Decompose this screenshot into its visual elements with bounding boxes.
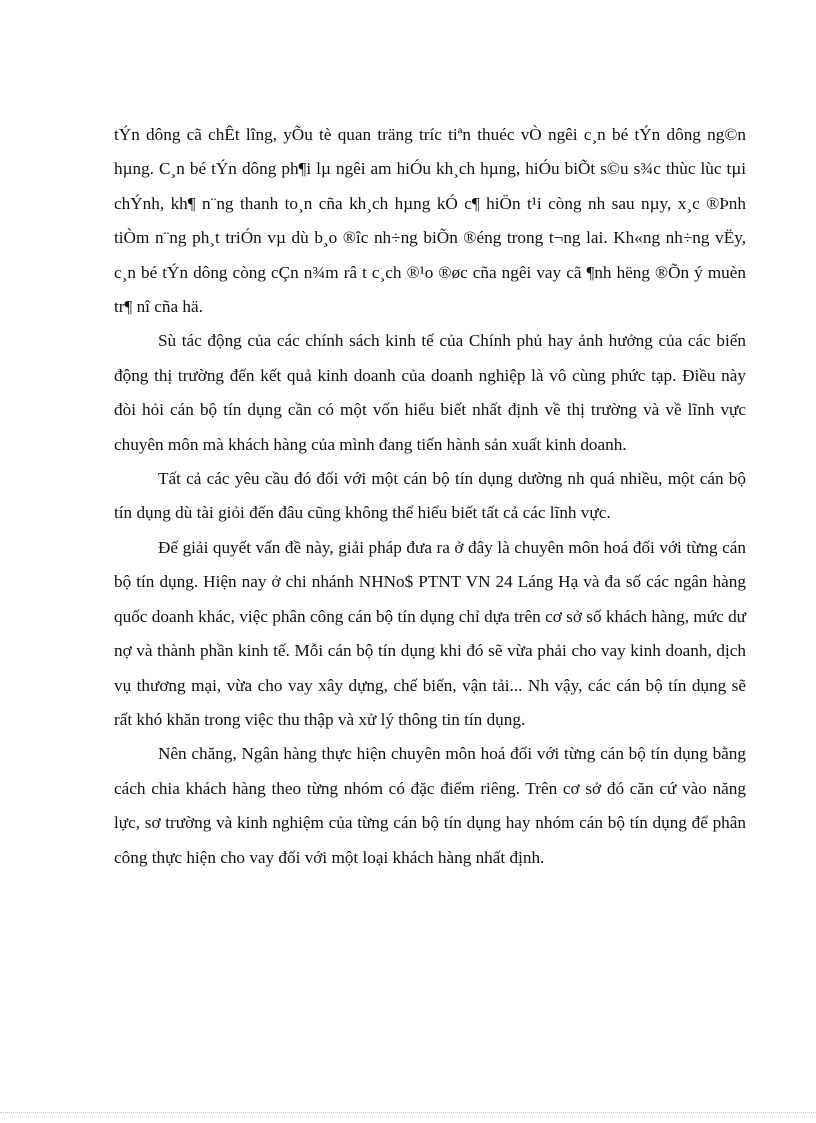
paragraph-5: Nên chăng, Ngân hàng thực hiện chuyên môn hoá đối với từng cán bộ tín dụng bằng cách chia khách hàng theo từng nhóm có đặc điểm riêng. Trên cơ sở đó căn cứ vào năng lực, sơ trường và kinh nghiệm của từng cán bộ tín dụng hay nhóm cán bộ tín dụng để phân công thực hiện cho vay đối với một loại khách hàng nhất định.	[114, 744, 746, 867]
page-bottom-divider	[0, 1112, 816, 1113]
body-text	[114, 118, 746, 875]
paragraph-4: Để giải quyết vấn đề này, giải pháp đưa ra ở đây là chuyên môn hoá đối với từng cán bộ tín dụng. Hiện nay ở chi nhánh NHNo$ PTNT VN 24 Láng Hạ và đa số các ngân hàng quốc doanh khác, việc phân công cán bộ tín dụng chỉ dựa trên cơ sở số khách hàng, mức dư nợ và thành phần kinh tế. Mỗi cán bộ tín dụng khi đó sẽ vừa phải cho vay kinh doanh, dịch vụ thương mại, vừa cho vay xây dựng, chế biến, vận tải... Nh vậy, các cán bộ tín dụng sẽ rất khó khăn trong việc thu thập và xử lý thông tin tín dụng.	[114, 537, 746, 729]
paragraph-1: tÝn dông cã chÊt lîng, yÕu tè quan träng tríc tiªn thuéc vÒ ngêi c¸n bé tÝn dông ng©n hµng. C¸n bé tÝn dông ph¶i lµ ngêi am hiÓu kh¸ch hµng, hiÓu biÕt s©u s¾c thùc lùc tµi chÝnh, kh¶ n¨ng thanh to¸n cña kh¸ch hµng kÓ c¶ hiÖn t¹i còng nh sau nµy, x¸c ®Þnh tiÒm n¨ng ph¸t triÓn vµ dù b¸o ®îc nh÷ng biÕn ®éng trong t¬ng lai. Kh«ng nh÷ng vËy, c¸n bé tÝn dông còng cÇn n¾m râ t c¸ch ®¹o ®øc cña ngêi vay cã ¶nh hëng ®Õn ý muèn tr¶ nî cña hä.	[114, 125, 746, 317]
paragraph-3: Tất cả các yêu cầu đó đối với một cán bộ tín dụng dường nh quá nhiều, một cán bộ tín dụng dù tài giỏi đến đâu cũng không thể hiểu biết tất cả các lĩnh vực.	[114, 469, 746, 523]
paragraph-2: Sù tác động của các chính sách kinh tế của Chính phủ hay ảnh hưởng của các biến động thị trường đến kết quả kinh doanh của doanh nghiệp là vô cùng phức tạp. Điều này đòi hỏi cán bộ tín dụng cần có một vốn hiểu biết nhất định về thị trường và về lĩnh vực chuyên môn mà khách hàng của mình đang tiến hành sản xuất kinh doanh.	[114, 331, 746, 454]
